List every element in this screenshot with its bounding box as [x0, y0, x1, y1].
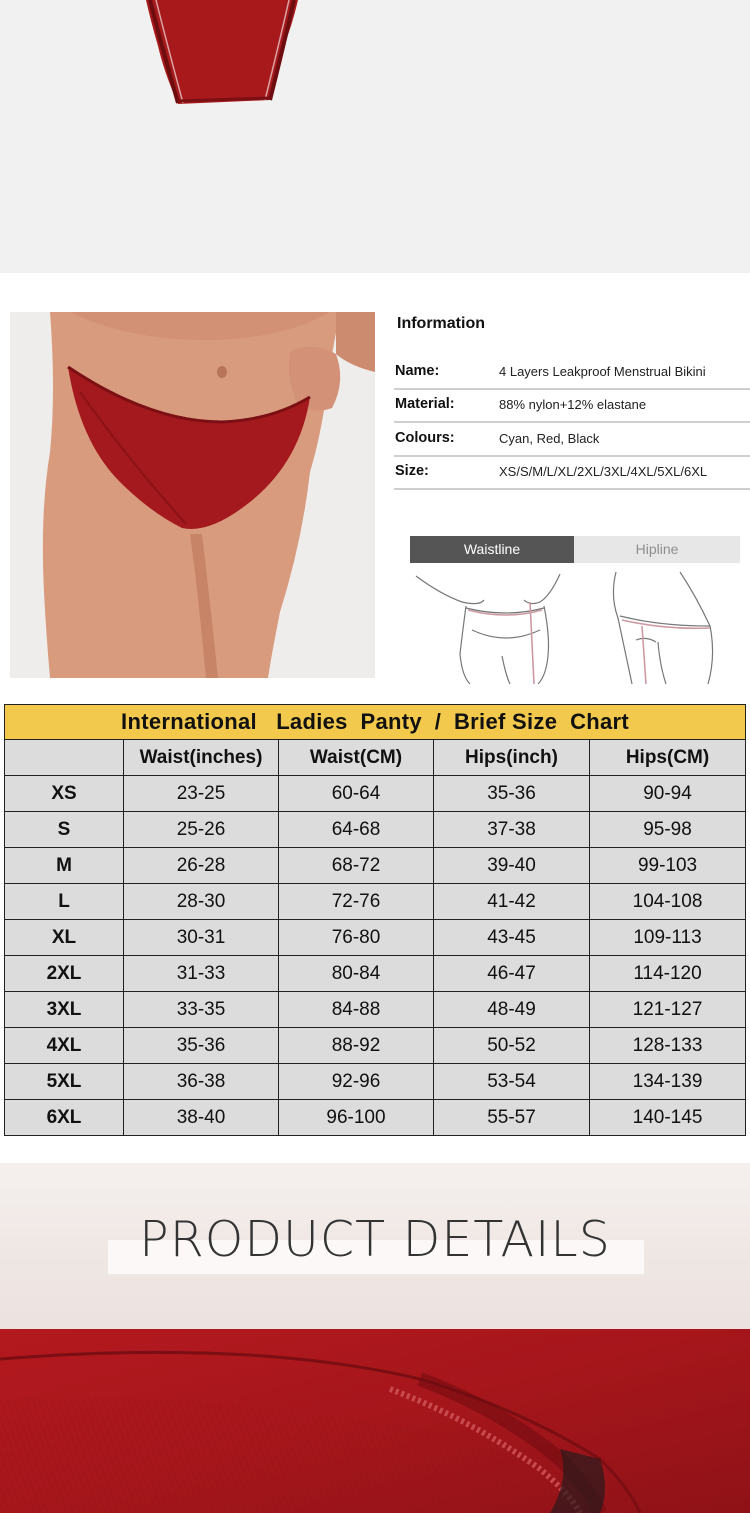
table-cell: 114-120: [590, 956, 746, 992]
tab-hipline[interactable]: Hipline: [574, 536, 740, 563]
size-cell: 4XL: [5, 1028, 124, 1064]
size-cell: 2XL: [5, 956, 124, 992]
size-chart-title-row: [5, 705, 746, 740]
table-cell: 109-113: [590, 920, 746, 956]
table-cell: 37-38: [434, 812, 590, 848]
fabric-closeup-photo: [0, 1329, 750, 1513]
model-photo: [10, 312, 375, 678]
size-cell: 6XL: [5, 1100, 124, 1136]
size-cell: XS: [5, 776, 124, 812]
table-cell: 36-38: [124, 1064, 279, 1100]
size-chart-table: [4, 704, 746, 1136]
table-cell: 104-108: [590, 884, 746, 920]
table-row: [5, 992, 746, 1028]
table-cell: 23-25: [124, 776, 279, 812]
size-chart-header-row: [5, 740, 746, 776]
column-header: Waist(inches): [124, 740, 279, 776]
size-cell: XL: [5, 920, 124, 956]
table-cell: 55-57: [434, 1100, 590, 1136]
table-cell: 76-80: [279, 920, 434, 956]
table-row: [5, 1028, 746, 1064]
info-label: Name:: [395, 363, 440, 379]
size-cell: M: [5, 848, 124, 884]
info-title: Information: [397, 315, 485, 332]
table-row: [5, 1100, 746, 1136]
info-row-name: [394, 356, 750, 390]
table-cell: 53-54: [434, 1064, 590, 1100]
size-cell: 3XL: [5, 992, 124, 1028]
table-cell: 96-100: [279, 1100, 434, 1136]
table-cell: 46-47: [434, 956, 590, 992]
table-cell: 88-92: [279, 1028, 434, 1064]
table-cell: 26-28: [124, 848, 279, 884]
table-cell: 39-40: [434, 848, 590, 884]
table-cell: 140-145: [590, 1100, 746, 1136]
size-cell: 5XL: [5, 1064, 124, 1100]
table-cell: 48-49: [434, 992, 590, 1028]
info-value: XS/S/M/L/XL/2XL/3XL/4XL/5XL/6XL: [499, 464, 708, 479]
size-cell: L: [5, 884, 124, 920]
info-row-colours: [394, 423, 750, 457]
info-label: Colours:: [395, 430, 455, 446]
table-cell: 28-30: [124, 884, 279, 920]
measurement-illustration: [410, 566, 740, 684]
table-cell: 80-84: [279, 956, 434, 992]
table-cell: 95-98: [590, 812, 746, 848]
table-row: [5, 776, 746, 812]
table-cell: 35-36: [434, 776, 590, 812]
size-chart-title: International Ladies Panty / Brief Size Chart: [5, 705, 746, 740]
table-cell: 41-42: [434, 884, 590, 920]
table-cell: 72-76: [279, 884, 434, 920]
table-cell: 50-52: [434, 1028, 590, 1064]
table-cell: 99-103: [590, 848, 746, 884]
info-value: Cyan, Red, Black: [499, 431, 600, 446]
table-cell: 92-96: [279, 1064, 434, 1100]
table-row: [5, 956, 746, 992]
size-cell: S: [5, 812, 124, 848]
info-value: 88% nylon+12% elastane: [499, 397, 647, 412]
info-label: Size:: [395, 463, 429, 479]
info-row-material: [394, 389, 750, 423]
table-cell: 84-88: [279, 992, 434, 1028]
column-header: Hips(CM): [590, 740, 746, 776]
table-cell: 25-26: [124, 812, 279, 848]
column-header: Hips(inch): [434, 740, 590, 776]
table-cell: 38-40: [124, 1100, 279, 1136]
info-row-size: [394, 456, 750, 490]
table-cell: 60-64: [279, 776, 434, 812]
table-row: [5, 812, 746, 848]
table-row: [5, 920, 746, 956]
table-row: [5, 1064, 746, 1100]
tab-waistline[interactable]: Waistline: [410, 536, 574, 563]
info-value: 4 Layers Leakproof Menstrual Bikini: [499, 364, 706, 379]
table-cell: 128-133: [590, 1028, 746, 1064]
table-cell: 33-35: [124, 992, 279, 1028]
table-row: [5, 848, 746, 884]
table-cell: 90-94: [590, 776, 746, 812]
table-cell: 64-68: [279, 812, 434, 848]
table-cell: 68-72: [279, 848, 434, 884]
product-details-heading: PRODUCT DETAILS: [139, 1211, 611, 1268]
table-cell: 35-36: [124, 1028, 279, 1064]
table-cell: 134-139: [590, 1064, 746, 1100]
info-label: Material:: [395, 396, 455, 412]
column-header: Waist(CM): [279, 740, 434, 776]
table-row: [5, 884, 746, 920]
table-cell: 121-127: [590, 992, 746, 1028]
product-image-top: [0, 0, 750, 273]
column-header: [5, 740, 124, 776]
table-cell: 30-31: [124, 920, 279, 956]
table-cell: 43-45: [434, 920, 590, 956]
table-cell: 31-33: [124, 956, 279, 992]
